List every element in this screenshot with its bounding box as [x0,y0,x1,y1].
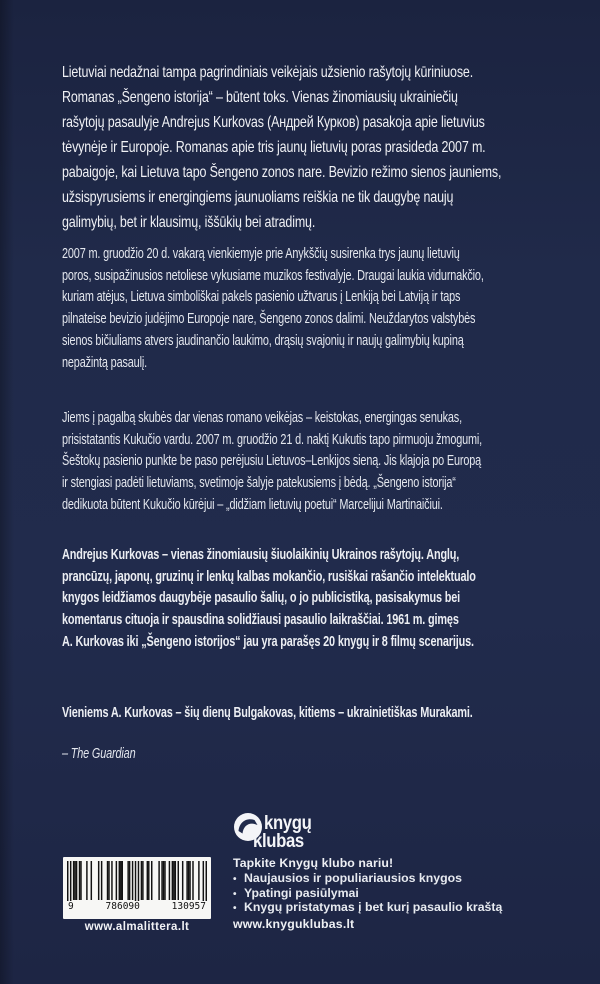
isbn-number [67,901,207,912]
isbn-digit-group: 786090 [105,901,140,912]
paragraph-author-bio: Andrejus Kurkovas – vienas žinomiausių šiuolaikinių Ukrainos rašytojų. Anglų, prancūzų, japonų, gruzinų ir lenkų kalbas mokančio, rusiškai rašančio intelektualo knygos leidžiamos daugybėje pasaulio šalių, o jo publicistiką, pasisakymus bei komentarus cituoja ir spausdina solidžiausi pasaulio laikraščiai. 1961 m. gimęs A. Kurkovas iki „Šengeno istorijos“ jau yra parašęs 20 knygų ir 8 filmų scenarijus. [62,547,476,650]
publisher-website-url: www.almalittera.lt [84,921,190,933]
list-item [233,887,563,902]
isbn-digit-group: 130957 [171,901,206,912]
bullet-icon: • [233,888,237,900]
isbn-digit-group: 9 [68,901,74,912]
club-membership-heading: Tapkite Knygų klubo nariu! [233,856,394,870]
club-membership-block [233,856,563,931]
lead-paragraph: Lietuviai nedažnai tampa pagrindiniais veikėjais užsienio rašytojų kūriniuose. Romanas „Šengeno istorija“ – būtent toks. Vienas žinomiausių ukrainiečių rašytojų pasaulyje Andrejus Kurkovas (Андрей Курков) pasakoja apie lietuvius tėvynėje ir Europoje. Romanas apie tris jaunų lietuvių poras prasideda 2007 m. pabaigoje, kai Lietuva tapo Šengeno zonos nare. Bevizio režimo sienos jauniems, užsispyrusiems ir energingiems jaunuoliams reiškia ne tik daugybę naujų galimybių, bet ir klausimų, iššūkių bei atradimų. [62,64,502,231]
press-quote-text: Vieniems A. Kurkovas – šių dienų Bulgakovas, kitiems – ukrainietiškas Murakami. [62,705,473,721]
publisher-logo [233,810,373,860]
press-quote [62,684,542,784]
bullet-icon: • [233,903,237,914]
paragraph-kukutis: Jiems į pagalbą skubės dar vienas romano veikėjas – keistokas, energingas senukas, prisistatantis Kukučio vardu. 2007 m. gruodžio 21 d. naktį Kukutis tapo pirmuoju žmogumi, Šeštokų pasienio punkte be paso perėjusiu Lietuvos–Lenkijos sieną. Jis klajoja po Europą ir stengiasi padėti lietuviams, svetimoje šalyje patekusiems į bėdą. „Šengeno istorija“ dedikuota būtent Kukučio kūrėjui – „didžiam lietuvių poetui“ Marcelijui Martinaičiui. [62,410,483,513]
list-item [233,872,563,887]
paragraph-plot: 2007 m. gruodžio 20 d. vakarą vienkiemyje prie Anykščių susirenka trys jaunų lietuvių poros, susipažinusios netoliese vykusiame muzikos festivalyje. Draugai laukia vidurnakčio, kuriam atėjus, Lietuva simboliškai pakels pasienio užtvarus į Lenkiją bei Latviją ir taps pilnateise bevizio judėjimo Europoje nare, Šengeno zonos dalimi. Neuždarytos valstybės sienos bičiuliams atvers jaudinančio laukimo, drąsių svajonių ir naujų galimybių kupiną nepažintą pasaulį. [62,246,484,371]
club-benefit-3: Knygų pristatymas į bet kurį pasaulio kraštą [244,900,503,914]
publisher-logo-word-2: klubas [253,831,304,852]
club-benefit-2: Ypatingi pasiūlymai [244,885,359,900]
club-website-url: www.knyguklubas.lt [233,916,355,931]
bullet-icon: • [233,874,237,885]
isbn-barcode [63,857,211,919]
press-quote-attribution: – The Guardian [62,746,136,762]
publisher-logo-word-1: knygų [264,813,312,834]
club-benefit-1: Naujausios ir populiariausios knygos [244,871,462,885]
list-item [233,901,563,916]
